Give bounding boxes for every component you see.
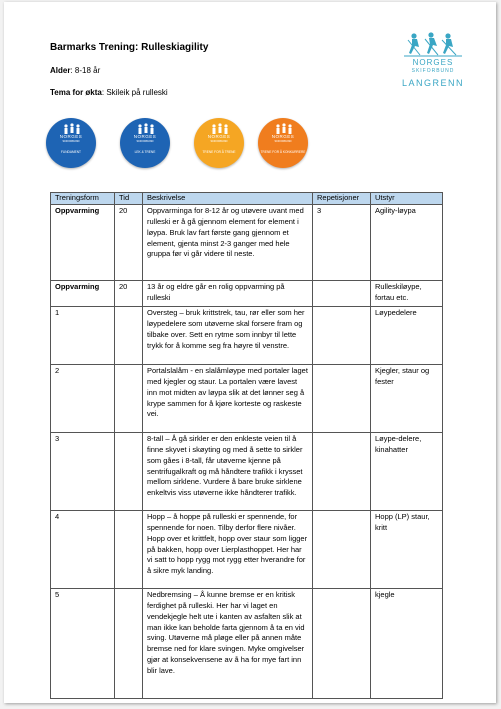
header-beskrivelse: Beskrivelse bbox=[143, 193, 313, 205]
cell-repetisjoner bbox=[313, 306, 371, 364]
table-row bbox=[51, 306, 443, 364]
cell-form: 3 bbox=[51, 432, 115, 510]
table-row bbox=[51, 432, 443, 510]
cell-tid bbox=[115, 432, 143, 510]
badge-fundament: NORGES SKIFORBUND FUNDAMENT bbox=[46, 118, 96, 168]
age-label: Alder bbox=[50, 66, 71, 75]
cell-tid: 20 bbox=[115, 280, 143, 306]
cell-beskrivelse: Nedbremsing – Å kunne bremse er en kritisk ferdighet på rulleski. Her har vi laget en vendekjegle helt ute i kanten av asfalten slik at man ikke kan beholde farta gjennom å ta en vid sving. Utøverne må pløge eller på annen måte bremse ned for klare svingen. Myke omgivelser gjør at konsekvensene av å ha for mye fart inn blir lave. bbox=[143, 588, 313, 698]
header-treningsform: Treningsform bbox=[51, 193, 115, 205]
badge-trene-for-a-konkurrere: NORGES SKIFORBUND TRENE FOR Å KONKURRERE bbox=[258, 118, 308, 168]
cell-repetisjoner bbox=[313, 432, 371, 510]
table-header-row bbox=[51, 193, 443, 205]
cell-repetisjoner: 3 bbox=[313, 204, 371, 280]
badge-trene-for-a-trene: NORGES SKIFORBUND TRENE FOR Å TRENE bbox=[194, 118, 244, 168]
cell-repetisjoner bbox=[313, 364, 371, 432]
cell-tid bbox=[115, 510, 143, 588]
cell-repetisjoner bbox=[313, 280, 371, 306]
cell-repetisjoner bbox=[313, 588, 371, 698]
cell-utstyr: kjegle bbox=[371, 588, 443, 698]
norges-skiforbund-logo bbox=[400, 30, 466, 94]
logo-text-langrenn: LANGRENN bbox=[401, 78, 464, 88]
cell-beskrivelse: Oppvarminga for 8-12 år og utøvere uvant med rulleski er å gå gjennom element for element i løypa. Bruk lav fart første gang gjennom et element, gjenta minst 2-3 ganger med hele gruppa før vi går videre til neste. bbox=[143, 204, 313, 280]
theme-line bbox=[50, 88, 168, 97]
cell-form: 2 bbox=[51, 364, 115, 432]
cell-form: 5 bbox=[51, 588, 115, 698]
cell-beskrivelse: 8-tall – Å gå sirkler er den enkleste veien til å finne skyvet i skøyting og med å sette to sirkler som gåes i 8-tall, får utøverne kjenne på sentrifugalkraft og må håndtere trafikk i krysset mellom sirklene. Vurdere å bare bruke sirklene enkeltvis viss utøverne ikke håndterer trafikk. bbox=[143, 432, 313, 510]
age-value: : 8-18 år bbox=[70, 66, 101, 75]
table-row bbox=[51, 510, 443, 588]
training-table bbox=[50, 192, 443, 699]
theme-label: Tema for økta bbox=[50, 88, 102, 97]
age-line bbox=[50, 66, 100, 75]
badge-lek-trene: NORGES SKIFORBUND LEK & TRENE bbox=[120, 118, 170, 168]
cell-utstyr: Kjegler, staur og fester bbox=[371, 364, 443, 432]
header-utstyr: Utstyr bbox=[371, 193, 443, 205]
cell-tid bbox=[115, 306, 143, 364]
cell-repetisjoner bbox=[313, 510, 371, 588]
logo-text-skiforbund: SKIFORBUND bbox=[411, 68, 455, 74]
cell-beskrivelse: Hopp – å hoppe på rulleski er spennende, for spennende for noen. Tilby derfor flere nivåer. Hopp over et krittfelt, hopp over staur som ligger på bakken, hopp over Lierplasthoppet. Her har vi satt to hopp rygg mot rygg etter hverandre for å sikre myk landing. bbox=[143, 510, 313, 588]
cell-utstyr: Løype-delere, kinahatter bbox=[371, 432, 443, 510]
cell-utstyr: Rulleskiløype, fortau etc. bbox=[371, 280, 443, 306]
cell-form: Oppvarming bbox=[51, 204, 115, 280]
cell-tid: 20 bbox=[115, 204, 143, 280]
table-row bbox=[51, 204, 443, 280]
cell-beskrivelse: Oversteg – bruk krittstrek, tau, rør eller som her løypedelere som utøverne skal forsere fram og tilbake over. Sett en rytme som innbyr til lette trykk for å komme seg fra høyre til venstre. bbox=[143, 306, 313, 364]
table-row bbox=[51, 364, 443, 432]
table-row bbox=[51, 280, 443, 306]
document-page bbox=[4, 2, 496, 703]
cell-beskrivelse: Portalslalåm - en slalåmløype med portaler laget med kjegler og staur. La portalen være lavest inn mot midten av løypa slik at det lønner seg å krype sammen for å kjøre korteste og raskeste vei. bbox=[143, 364, 313, 432]
table-row bbox=[51, 588, 443, 698]
logo-text-norges: NORGES bbox=[412, 58, 454, 67]
cell-beskrivelse: 13 år og eldre går en rolig oppvarming på rulleski bbox=[143, 280, 313, 306]
header-tid: Tid bbox=[115, 193, 143, 205]
header-repetisjoner: Repetisjoner bbox=[313, 193, 371, 205]
cell-form: 4 bbox=[51, 510, 115, 588]
cell-utstyr: Agility-løypa bbox=[371, 204, 443, 280]
theme-value: : Skileik på rulleski bbox=[101, 88, 168, 97]
cell-form: Oppvarming bbox=[51, 280, 115, 306]
document-title: Barmarks Trening: Rulleskiagility bbox=[50, 42, 209, 53]
cell-form: 1 bbox=[51, 306, 115, 364]
skier-figures-icon bbox=[400, 30, 466, 58]
cell-utstyr: Hopp (LP) staur, kritt bbox=[371, 510, 443, 588]
cell-tid bbox=[115, 364, 143, 432]
cell-utstyr: Løypedelere bbox=[371, 306, 443, 364]
cell-tid bbox=[115, 588, 143, 698]
